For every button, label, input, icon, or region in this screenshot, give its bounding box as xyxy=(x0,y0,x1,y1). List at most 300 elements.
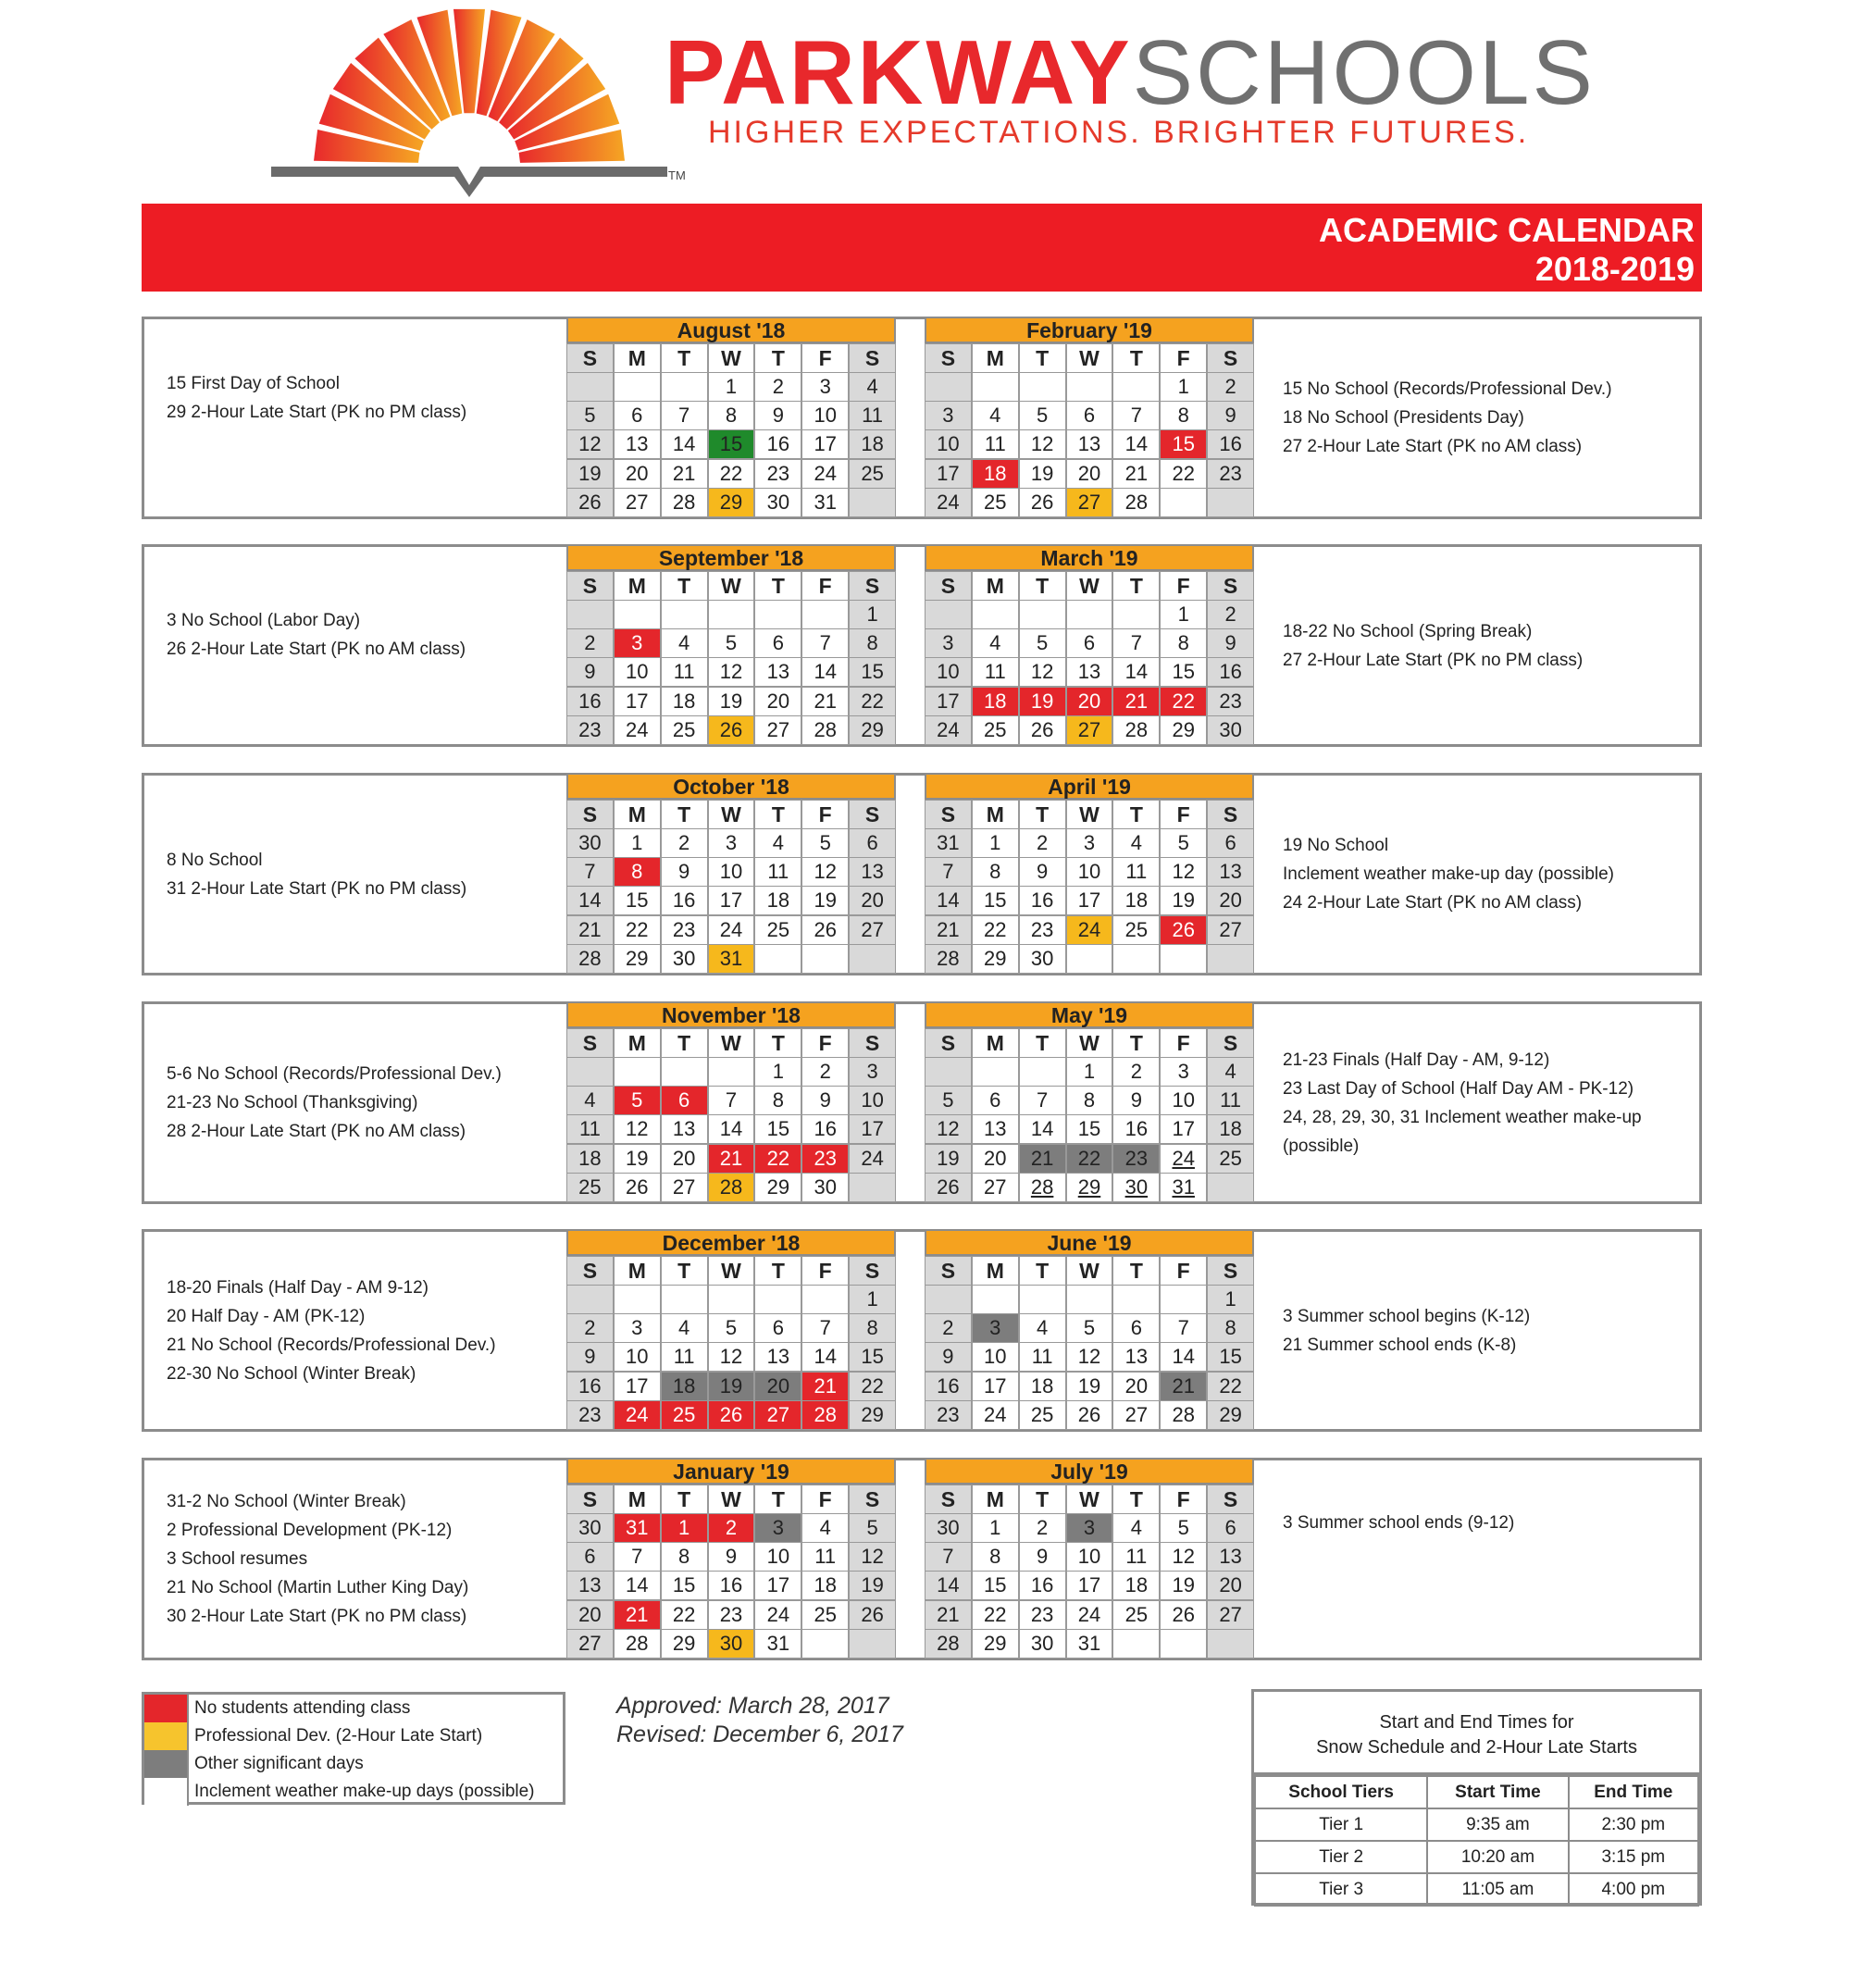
day-cell: 2 xyxy=(1112,1057,1160,1087)
day-header: T xyxy=(754,343,801,373)
day-cell xyxy=(1160,944,1207,974)
day-cell: 25 xyxy=(661,715,708,745)
day-cell: 4 xyxy=(972,628,1019,658)
day-header-row xyxy=(566,1485,896,1513)
day-cell xyxy=(849,488,896,517)
week-row xyxy=(566,1629,896,1658)
day-cell xyxy=(801,600,849,629)
day-cell: 4 xyxy=(1019,1313,1066,1343)
day-cell: 5 xyxy=(801,828,849,858)
day-cell: 3 xyxy=(754,1513,801,1543)
day-cell: 16 xyxy=(661,886,708,915)
day-cell xyxy=(925,372,972,402)
day-cell xyxy=(566,1057,614,1087)
day-cell: 21 xyxy=(925,915,972,945)
day-header: S xyxy=(925,800,972,829)
day-cell: 9 xyxy=(1207,628,1254,658)
day-cell: 20 xyxy=(1207,1571,1254,1600)
right-notes xyxy=(1283,1046,1642,1161)
month-title: June '19 xyxy=(925,1229,1254,1256)
legend-item xyxy=(144,1695,563,1722)
month-calendar xyxy=(925,544,1254,747)
day-cell: 15 xyxy=(614,886,661,915)
day-cell: 17 xyxy=(849,1114,896,1144)
day-cell: 20 xyxy=(1207,886,1254,915)
day-cell: 15 xyxy=(972,1571,1019,1600)
day-cell: 22 xyxy=(614,915,661,945)
day-cell: 13 xyxy=(1112,1342,1160,1372)
day-cell: 13 xyxy=(1066,429,1113,459)
day-cell xyxy=(661,1285,708,1314)
day-header: S xyxy=(925,1485,972,1514)
week-row xyxy=(925,886,1254,914)
day-cell: 1 xyxy=(1160,372,1207,402)
day-cell: 8 xyxy=(708,401,755,430)
day-cell xyxy=(1112,944,1160,974)
day-cell: 10 xyxy=(925,657,972,687)
day-cell: 26 xyxy=(708,715,755,745)
day-cell: 26 xyxy=(849,1600,896,1630)
day-cell: 17 xyxy=(614,687,661,716)
day-cell: 12 xyxy=(708,1342,755,1372)
day-cell: 29 xyxy=(1066,1173,1113,1202)
month-calendar xyxy=(566,544,896,747)
day-header: W xyxy=(1066,1485,1113,1514)
day-cell xyxy=(1207,944,1254,974)
day-cell xyxy=(566,372,614,402)
day-cell: 23 xyxy=(801,1144,849,1174)
month-title: March '19 xyxy=(925,544,1254,571)
day-header: M xyxy=(614,1256,661,1286)
day-cell: 6 xyxy=(661,1086,708,1115)
day-cell: 21 xyxy=(1112,687,1160,716)
day-cell: 13 xyxy=(754,1342,801,1372)
week-row xyxy=(925,401,1254,429)
note-line: (possible) xyxy=(1283,1137,1360,1156)
day-cell: 23 xyxy=(1207,687,1254,716)
day-cell: 14 xyxy=(661,429,708,459)
day-cell: 18 xyxy=(972,687,1019,716)
day-cell: 12 xyxy=(925,1114,972,1144)
day-cell: 22 xyxy=(754,1144,801,1174)
note-line: 19 No School xyxy=(1283,836,1389,855)
day-cell: 9 xyxy=(754,401,801,430)
day-cell: 25 xyxy=(661,1400,708,1430)
day-cell: 7 xyxy=(708,1086,755,1115)
note-line: 27 2-Hour Late Start (PK no PM class) xyxy=(1283,651,1584,670)
day-cell: 2 xyxy=(708,1513,755,1543)
day-cell xyxy=(708,600,755,629)
note-line: 31-2 No School (Winter Break) xyxy=(167,1492,406,1511)
day-cell: 3 xyxy=(925,401,972,430)
day-cell: 14 xyxy=(614,1571,661,1600)
day-header: T xyxy=(1019,571,1066,601)
day-header: S xyxy=(1207,343,1254,373)
day-header: T xyxy=(754,571,801,601)
day-cell: 8 xyxy=(1160,628,1207,658)
day-cell: 29 xyxy=(754,1173,801,1202)
day-cell: 15 xyxy=(849,657,896,687)
day-cell xyxy=(708,1285,755,1314)
day-cell: 31 xyxy=(614,1513,661,1543)
day-cell: 9 xyxy=(1112,1086,1160,1115)
day-cell: 10 xyxy=(972,1342,1019,1372)
day-cell: 26 xyxy=(1019,715,1066,745)
day-cell: 27 xyxy=(849,915,896,945)
left-notes xyxy=(167,369,466,427)
day-cell: 22 xyxy=(1160,459,1207,489)
day-cell: 29 xyxy=(849,1400,896,1430)
day-cell: 25 xyxy=(1019,1400,1066,1430)
day-cell: 10 xyxy=(801,401,849,430)
day-cell: 12 xyxy=(614,1114,661,1144)
day-header: F xyxy=(1160,1485,1207,1514)
day-cell: 10 xyxy=(849,1086,896,1115)
day-cell: 27 xyxy=(661,1173,708,1202)
week-row xyxy=(925,828,1254,857)
day-header: F xyxy=(801,1256,849,1286)
day-cell: 15 xyxy=(1066,1114,1113,1144)
note-line: 29 2-Hour Late Start (PK no PM class) xyxy=(167,403,467,422)
day-cell: 24 xyxy=(1066,915,1113,945)
day-cell: 5 xyxy=(849,1513,896,1543)
day-header: S xyxy=(566,1256,614,1286)
week-row xyxy=(566,1342,896,1371)
week-row xyxy=(925,1571,1254,1599)
day-header: S xyxy=(566,343,614,373)
day-cell: 7 xyxy=(801,628,849,658)
day-cell: 12 xyxy=(1019,429,1066,459)
day-cell: 19 xyxy=(1160,1571,1207,1600)
week-row xyxy=(566,944,896,973)
right-notes xyxy=(1283,831,1614,917)
day-cell: 7 xyxy=(1112,401,1160,430)
day-cell: 4 xyxy=(849,372,896,402)
day-cell: 21 xyxy=(1160,1372,1207,1401)
day-cell xyxy=(1112,372,1160,402)
day-cell xyxy=(1112,1285,1160,1314)
day-cell: 30 xyxy=(708,1629,755,1659)
day-cell: 18 xyxy=(972,459,1019,489)
day-header: W xyxy=(1066,1256,1113,1286)
day-header: S xyxy=(925,571,972,601)
day-header-row xyxy=(925,1256,1254,1285)
trademark: TM xyxy=(668,168,686,182)
times-caption: Start and End Times for Snow Schedule and 2-Hour Late Starts xyxy=(1254,1692,1699,1775)
day-cell: 24 xyxy=(754,1600,801,1630)
note-line: 21 No School (Martin Luther King Day) xyxy=(167,1578,469,1597)
day-header: W xyxy=(1066,1028,1113,1058)
day-cell: 7 xyxy=(925,1542,972,1572)
day-cell: 15 xyxy=(1160,657,1207,687)
day-cell: 22 xyxy=(849,1372,896,1401)
day-cell: 17 xyxy=(614,1372,661,1401)
month-calendar xyxy=(566,1001,896,1204)
right-notes xyxy=(1283,617,1583,675)
day-cell: 17 xyxy=(708,886,755,915)
day-header: T xyxy=(661,1028,708,1058)
day-header-row xyxy=(925,343,1254,372)
right-notes xyxy=(1283,375,1612,461)
note-line: 5-6 No School (Records/Professional Dev.) xyxy=(167,1064,502,1084)
day-cell: 8 xyxy=(661,1542,708,1572)
day-cell: 15 xyxy=(754,1114,801,1144)
day-cell xyxy=(1019,600,1066,629)
day-header-row xyxy=(566,800,896,828)
day-header: W xyxy=(1066,571,1113,601)
day-cell: 14 xyxy=(1160,1342,1207,1372)
day-cell: 6 xyxy=(1207,828,1254,858)
day-cell: 26 xyxy=(925,1173,972,1202)
note-line: 27 2-Hour Late Start (PK no AM class) xyxy=(1283,437,1583,456)
day-cell: 13 xyxy=(754,657,801,687)
note-line: 8 No School xyxy=(167,851,263,870)
day-cell: 19 xyxy=(801,886,849,915)
note-line: 15 No School (Records/Professional Dev.) xyxy=(1283,379,1612,399)
day-cell: 3 xyxy=(614,1313,661,1343)
note-line: 24 2-Hour Late Start (PK no AM class) xyxy=(1283,893,1583,913)
day-header: W xyxy=(708,343,755,373)
day-cell: 23 xyxy=(1207,459,1254,489)
day-cell xyxy=(566,1285,614,1314)
day-cell: 20 xyxy=(849,886,896,915)
legend-swatch xyxy=(144,1695,189,1722)
day-cell: 18 xyxy=(661,687,708,716)
day-cell: 13 xyxy=(1066,657,1113,687)
day-cell: 25 xyxy=(754,915,801,945)
day-cell xyxy=(661,372,708,402)
day-cell: 20 xyxy=(1112,1372,1160,1401)
day-cell: 29 xyxy=(972,1629,1019,1659)
week-row xyxy=(925,1114,1254,1143)
week-row xyxy=(925,628,1254,657)
day-cell: 10 xyxy=(1066,857,1113,887)
day-cell: 8 xyxy=(849,628,896,658)
week-row xyxy=(925,1285,1254,1313)
day-cell: 12 xyxy=(1019,657,1066,687)
legend xyxy=(142,1692,565,1805)
day-cell: 6 xyxy=(1207,1513,1254,1543)
week-row xyxy=(925,1173,1254,1201)
day-cell: 1 xyxy=(972,1513,1019,1543)
day-header: M xyxy=(614,1485,661,1514)
day-header: S xyxy=(849,1256,896,1286)
day-cell: 2 xyxy=(661,828,708,858)
day-header: W xyxy=(708,1256,755,1286)
day-cell xyxy=(614,600,661,629)
day-cell: 21 xyxy=(708,1144,755,1174)
week-row xyxy=(566,372,896,401)
day-header: F xyxy=(801,800,849,829)
day-cell: 2 xyxy=(1207,600,1254,629)
day-cell xyxy=(972,1057,1019,1087)
day-cell: 8 xyxy=(614,857,661,887)
day-cell: 6 xyxy=(849,828,896,858)
day-cell: 1 xyxy=(661,1513,708,1543)
day-cell: 1 xyxy=(708,372,755,402)
day-cell: 23 xyxy=(1019,1600,1066,1630)
month-calendar xyxy=(566,1458,896,1660)
day-header: S xyxy=(566,1485,614,1514)
day-cell: 5 xyxy=(1019,628,1066,658)
day-cell: 9 xyxy=(708,1542,755,1572)
day-cell: 13 xyxy=(1207,1542,1254,1572)
day-cell: 30 xyxy=(925,1513,972,1543)
day-header: F xyxy=(1160,1256,1207,1286)
day-cell: 31 xyxy=(925,828,972,858)
day-cell: 29 xyxy=(708,488,755,517)
day-cell: 2 xyxy=(1207,372,1254,402)
day-header: T xyxy=(754,800,801,829)
day-cell xyxy=(1207,488,1254,517)
day-cell: 27 xyxy=(1112,1400,1160,1430)
day-cell: 24 xyxy=(1066,1600,1113,1630)
note-line: 21-23 Finals (Half Day - AM, 9-12) xyxy=(1283,1050,1550,1070)
day-cell: 21 xyxy=(614,1600,661,1630)
day-cell: 12 xyxy=(566,429,614,459)
day-cell: 16 xyxy=(1019,886,1066,915)
day-header: T xyxy=(1112,1028,1160,1058)
day-header: S xyxy=(925,1028,972,1058)
week-row xyxy=(566,600,896,628)
week-row xyxy=(566,1144,896,1173)
day-cell: 21 xyxy=(1112,459,1160,489)
day-cell: 25 xyxy=(849,459,896,489)
day-cell: 5 xyxy=(708,1313,755,1343)
week-row xyxy=(925,488,1254,516)
day-cell: 29 xyxy=(972,944,1019,974)
day-cell: 7 xyxy=(614,1542,661,1572)
week-row xyxy=(566,1086,896,1114)
day-cell: 12 xyxy=(1066,1342,1113,1372)
day-header: S xyxy=(849,800,896,829)
week-row xyxy=(566,459,896,488)
day-cell: 12 xyxy=(708,657,755,687)
day-cell: 27 xyxy=(972,1173,1019,1202)
right-notes xyxy=(1283,1302,1530,1360)
day-cell: 27 xyxy=(1066,488,1113,517)
day-cell: 23 xyxy=(1019,915,1066,945)
day-cell: 7 xyxy=(661,401,708,430)
legend-swatch xyxy=(144,1722,189,1750)
month-title: January '19 xyxy=(566,1458,896,1485)
day-cell xyxy=(1066,1285,1113,1314)
week-row xyxy=(925,857,1254,886)
week-row xyxy=(925,944,1254,973)
week-row xyxy=(566,1173,896,1201)
day-cell: 29 xyxy=(849,715,896,745)
day-cell: 10 xyxy=(925,429,972,459)
day-cell: 11 xyxy=(972,429,1019,459)
day-cell: 8 xyxy=(754,1086,801,1115)
note-line: 30 2-Hour Late Start (PK no PM class) xyxy=(167,1607,467,1626)
day-cell: 7 xyxy=(801,1313,849,1343)
day-header: T xyxy=(661,800,708,829)
day-cell: 1 xyxy=(754,1057,801,1087)
left-notes xyxy=(167,1274,496,1388)
day-cell: 24 xyxy=(1160,1144,1207,1174)
day-cell xyxy=(801,944,849,974)
day-cell: 7 xyxy=(1160,1313,1207,1343)
day-cell: 2 xyxy=(925,1313,972,1343)
day-cell: 19 xyxy=(1019,459,1066,489)
day-cell: 10 xyxy=(614,657,661,687)
day-header: S xyxy=(1207,1028,1254,1058)
legend-item xyxy=(144,1750,563,1778)
day-header: T xyxy=(754,1028,801,1058)
day-header: S xyxy=(566,1028,614,1058)
day-cell: 29 xyxy=(661,1629,708,1659)
day-header: W xyxy=(708,571,755,601)
day-cell: 23 xyxy=(566,715,614,745)
day-cell: 4 xyxy=(801,1513,849,1543)
day-cell: 13 xyxy=(1207,857,1254,887)
week-row xyxy=(566,1057,896,1086)
day-cell: 18 xyxy=(1112,886,1160,915)
day-header: F xyxy=(1160,343,1207,373)
day-header: T xyxy=(1019,1256,1066,1286)
day-cell: 1 xyxy=(849,600,896,629)
day-cell: 3 xyxy=(1066,1513,1113,1543)
day-cell: 12 xyxy=(801,857,849,887)
week-row xyxy=(925,915,1254,944)
day-cell: 3 xyxy=(801,372,849,402)
day-cell: 16 xyxy=(1112,1114,1160,1144)
day-cell: 22 xyxy=(1207,1372,1254,1401)
day-cell: 5 xyxy=(1066,1313,1113,1343)
day-cell: 11 xyxy=(661,657,708,687)
day-cell xyxy=(1160,1629,1207,1659)
day-header: F xyxy=(1160,1028,1207,1058)
note-line: 22-30 No School (Winter Break) xyxy=(167,1364,416,1384)
day-cell: 25 xyxy=(1207,1144,1254,1174)
day-cell: 22 xyxy=(972,915,1019,945)
day-cell: 21 xyxy=(801,687,849,716)
day-cell: 23 xyxy=(661,915,708,945)
day-cell: 28 xyxy=(1019,1173,1066,1202)
day-cell: 11 xyxy=(1112,1542,1160,1572)
day-cell: 11 xyxy=(801,1542,849,1572)
day-cell: 31 xyxy=(1066,1629,1113,1659)
day-cell xyxy=(661,600,708,629)
day-cell: 1 xyxy=(614,828,661,858)
day-header: W xyxy=(708,800,755,829)
week-row xyxy=(566,828,896,857)
day-header: S xyxy=(849,1485,896,1514)
day-header: T xyxy=(661,1256,708,1286)
day-cell: 30 xyxy=(801,1173,849,1202)
week-row xyxy=(566,1285,896,1313)
day-cell: 11 xyxy=(1019,1342,1066,1372)
day-cell: 19 xyxy=(1066,1372,1113,1401)
week-row xyxy=(925,687,1254,715)
day-cell: 20 xyxy=(754,1372,801,1401)
day-cell: 19 xyxy=(1160,886,1207,915)
day-cell: 5 xyxy=(566,401,614,430)
day-cell: 27 xyxy=(1066,715,1113,745)
day-cell: 25 xyxy=(972,715,1019,745)
day-cell: 26 xyxy=(708,1400,755,1430)
day-header: M xyxy=(972,1256,1019,1286)
day-cell xyxy=(801,1629,849,1659)
day-cell: 23 xyxy=(566,1400,614,1430)
day-cell: 9 xyxy=(566,1342,614,1372)
day-header: S xyxy=(849,343,896,373)
day-cell xyxy=(801,1285,849,1314)
day-cell: 27 xyxy=(754,715,801,745)
day-cell: 23 xyxy=(708,1600,755,1630)
day-cell: 28 xyxy=(1160,1400,1207,1430)
